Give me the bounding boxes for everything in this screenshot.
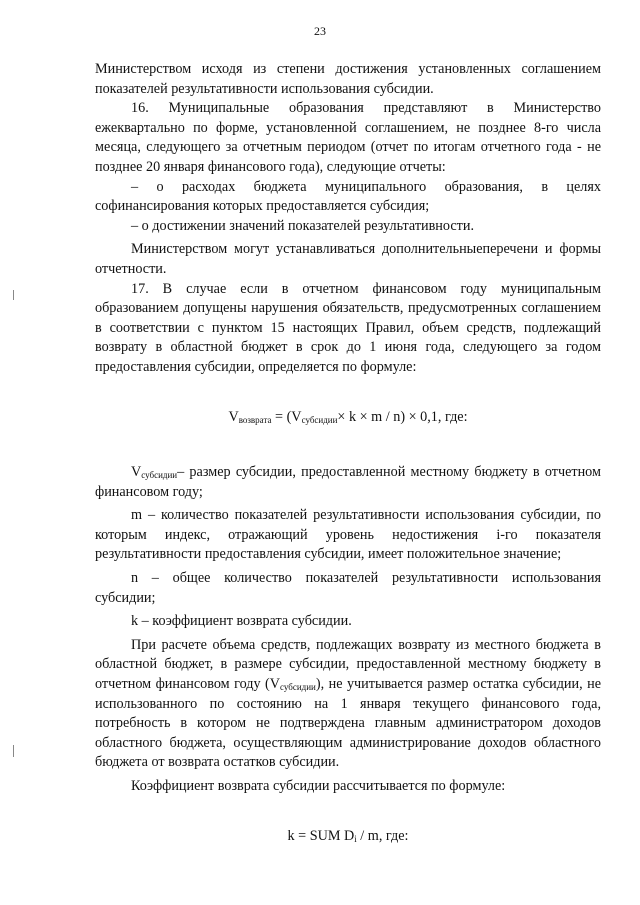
paragraph: Министерством могут устанавливаться дополнительныеперечени и формы отчетности.	[95, 241, 601, 277]
paragraph-17: 17. В случае если в отчетном финансовом году муниципальным образованием допущены нарушения обязательств, предусмотренных соглашением в соответствии с пунктом 15 настоящих Правил, объем средств, подлежащий возврату в областной бюджет в срок до 1 июня года, следующего за годом предоставления субсидии, определяется по формуле:	[95, 280, 601, 375]
formula-coefficient: k = SUM $D_i$ / m, где:	[287, 827, 409, 844]
document-body	[95, 60, 601, 846]
paragraph: Коэффициент возврата субсидии рассчитывается по формуле:	[131, 778, 506, 794]
definition-n: n – общее количество показателей результативности использования субсидии;	[95, 570, 601, 606]
margin-mark	[13, 745, 14, 757]
list-item: – о расходах бюджета муниципального образования, в целях софинансирования которых предоставляется субсидия;	[95, 178, 601, 215]
list-item: – о достижении значений показателей результативности.	[131, 217, 474, 234]
definition-v: $V_{субсидии}-$ размер субсидии, предоставленной местному бюджету в отчетном финансовом году;	[95, 464, 601, 500]
page-number: 23	[314, 24, 326, 38]
paragraph: Министерством исходя из степени достижения установленных соглашением показателей результативности использования субсидии.	[95, 61, 601, 97]
formula-return-amount: $V_{возврата} = (V_{субсидии}\times k \times m / n) \times 0,1$, где:	[228, 408, 468, 425]
paragraph: При расчете объема средств, подлежащих возврату из местного бюджета в областной бюджет, в размере субсидии, предоставленной местному бюджету в отчетном финансовом году $(V_{субсидии})$, не учитывается размер остатка субсидии, не использованного по состоянию на 1 января текущего финансового года, потребность в котором не подтверждена главным администратором доходов областного бюджета, осуществляющим администрирование доходов областного бюджета от возврата остатков субсидии.	[95, 636, 601, 771]
definition-m: m – количество показателей результативности использования субсидии, по которым индекс, отражающий уровень недостижения i-го показателя результативности предоставления субсидии, имеет положительное значение;	[95, 507, 601, 563]
paragraph-16: 16. Муниципальные образования представляют в Министерство ежеквартально по форме, установленной соглашением, не позднее 8-го числа месяца, следующего за отчетным периодом (отчет по итогам отчетного года - не позднее 20 января финансового года), следующие отчеты:	[95, 100, 601, 175]
definition-k: k – коэффициент возврата субсидии.	[131, 613, 352, 630]
margin-mark	[13, 290, 14, 300]
